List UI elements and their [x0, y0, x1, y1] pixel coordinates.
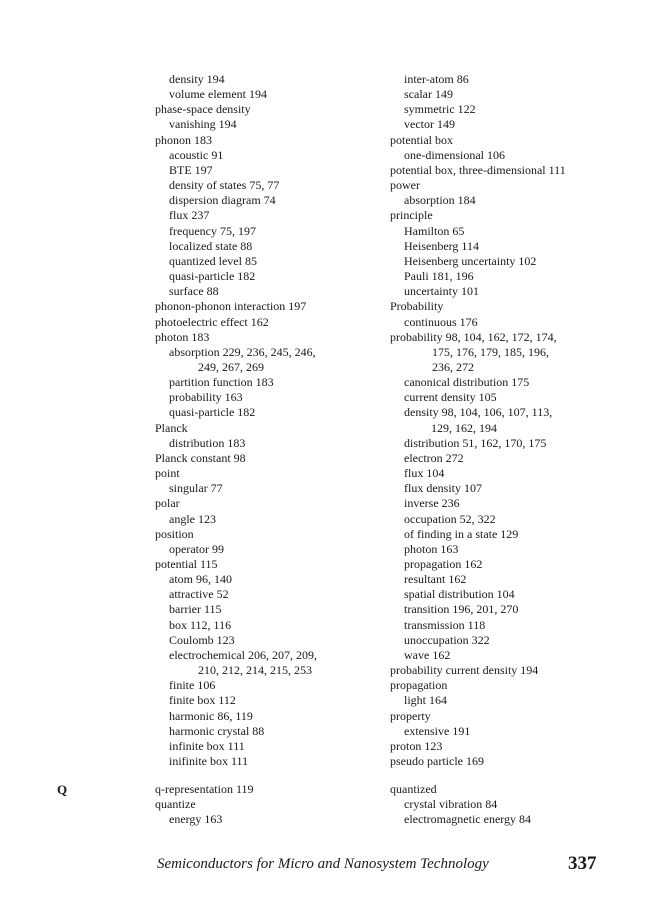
index-subentry: Coulomb 123 [169, 632, 235, 647]
index-subentry: transmission 118 [404, 617, 486, 632]
index-subentry: singular 77 [169, 481, 223, 496]
index-entry: photon 183 [155, 329, 210, 344]
index-subentry: inter-atom 86 [404, 72, 469, 86]
index-subentry: distribution 51, 162, 170, 175 [404, 435, 547, 450]
index-subentry: 249, 267, 269 [198, 359, 264, 374]
index-subentry: quantized level 85 [169, 253, 257, 268]
index-entry: q-representation 119 [155, 782, 254, 796]
index-subentry: barrier 115 [169, 602, 222, 617]
index-entry: Planck [155, 420, 188, 435]
index-entry: polar [155, 496, 180, 511]
page-number: 337 [568, 853, 597, 874]
index-entry: photoelectric effect 162 [155, 314, 269, 329]
index-subentry: harmonic crystal 88 [169, 723, 265, 738]
index-subentry: absorption 229, 236, 245, 246, [169, 344, 316, 359]
index-subentry: density 98, 104, 106, 107, 113, [404, 405, 553, 420]
index-subentry: electron 272 [404, 450, 464, 465]
index-subentry: crystal vibration 84 [404, 797, 498, 812]
index-entry: potential 115 [155, 557, 218, 571]
index-subentry: infinite box 111 [169, 738, 245, 753]
index-subentry: Hamilton 65 [404, 223, 465, 238]
section-letter: Q [57, 782, 68, 797]
index-entry: quantized [390, 782, 437, 796]
index-subentry: distribution 183 [169, 435, 246, 450]
index-subentry: surface 88 [169, 284, 219, 299]
index-column-right [390, 72, 630, 769]
index-subentry: vanishing 194 [169, 117, 237, 132]
index-entry: position [155, 526, 194, 541]
index-subentry: one-dimensional 106 [404, 147, 505, 162]
index-subentry: unoccupation 322 [404, 632, 490, 647]
index-entry: Probability [390, 299, 444, 314]
index-subentry: Pauli 181, 196 [404, 269, 474, 284]
footer-book-title: Semiconductors for Micro and Nanosystem Technology [157, 856, 489, 872]
index-subentry: occupation 52, 322 [404, 511, 496, 526]
index-subentry: Heisenberg uncertainty 102 [404, 253, 537, 268]
index-subentry: symmetric 122 [404, 102, 476, 117]
index-entry: principle [390, 208, 433, 223]
index-entry: propagation [390, 678, 448, 693]
index-entry: proton 123 [390, 738, 443, 753]
index-subentry: acoustic 91 [169, 147, 224, 162]
index-subentry: transition 196, 201, 270 [404, 602, 519, 617]
index-subentry: BTE 197 [169, 162, 213, 177]
index-entry: point [155, 466, 180, 481]
index-subentry: finite 106 [169, 678, 216, 693]
index-entry: Planck constant 98 [155, 450, 246, 465]
index-subentry: harmonic 86, 119 [169, 708, 253, 723]
index-subentry: electrochemical 206, 207, 209, [169, 647, 317, 662]
index-subentry: attractive 52 [169, 587, 229, 602]
index-subentry: localized state 88 [169, 238, 253, 253]
index-entry: phonon-phonon interaction 197 [155, 299, 307, 314]
index-subentry: wave 162 [404, 647, 451, 662]
index-entry: property [390, 708, 431, 723]
index-subentry: continuous 176 [404, 314, 478, 329]
index-subentry: box 112, 116 [169, 617, 232, 632]
index-subentry: flux density 107 [404, 481, 482, 496]
index-subentry: electromagnetic energy 84 [404, 812, 532, 827]
index-subentry: probability 163 [169, 390, 243, 405]
index-subentry: spatial distribution 104 [404, 587, 515, 602]
index-subentry: inverse 236 [404, 496, 460, 511]
index-subentry: dispersion diagram 74 [169, 193, 276, 208]
index-subentry: 210, 212, 214, 215, 253 [198, 663, 312, 678]
index-entry: probability 98, 104, 162, 172, 174, [390, 329, 557, 344]
index-entry: potential box [390, 132, 453, 147]
index-subentry: resultant 162 [404, 572, 467, 587]
index-subentry: 175, 176, 179, 185, 196, [432, 344, 549, 359]
index-subentry: light 164 [404, 693, 448, 708]
index-subentry: atom 96, 140 [169, 572, 232, 587]
index-subentry: uncertainty 101 [404, 284, 479, 299]
index-subentry: 236, 272 [432, 359, 474, 374]
index-subentry: canonical distribution 175 [404, 375, 530, 390]
index-entry: phase-space density [155, 102, 251, 117]
index-column-q-right [390, 782, 630, 827]
index-subentry: extensive 191 [404, 723, 471, 738]
index-subentry: absorption 184 [404, 193, 476, 208]
index-subentry: volume element 194 [169, 87, 267, 102]
index-subentry: finite box 112 [169, 693, 236, 708]
index-subentry: of finding in a state 129 [404, 526, 519, 541]
index-subentry: flux 104 [404, 466, 445, 481]
index-subentry: density 194 [169, 72, 225, 86]
index-subentry: quasi-particle 182 [169, 405, 256, 420]
index-subentry: quasi-particle 182 [169, 269, 256, 284]
index-entry: quantize [155, 797, 196, 812]
index-entry: probability current density 194 [390, 663, 539, 678]
index-subentry: 129, 162, 194 [431, 420, 497, 435]
index-column-left [155, 72, 375, 769]
index-entry: pseudo particle 169 [390, 754, 484, 769]
index-subentry: energy 163 [169, 812, 223, 827]
index-subentry: flux 237 [169, 208, 210, 223]
index-subentry: vector 149 [404, 117, 455, 132]
index-entry: potential box, three-dimensional 111 [390, 162, 566, 177]
index-subentry: frequency 75, 197 [169, 223, 256, 238]
index-entry: power [390, 178, 420, 193]
index-subentry: density of states 75, 77 [169, 178, 280, 193]
index-entry: phonon 183 [155, 132, 212, 147]
index-subentry: angle 123 [169, 511, 216, 526]
index-subentry: propagation 162 [404, 557, 483, 571]
index-subentry: partition function 183 [169, 375, 274, 390]
index-column-q-left [155, 782, 375, 827]
index-subentry: current density 105 [404, 390, 497, 405]
index-subentry: photon 163 [404, 541, 459, 556]
index-subentry: operator 99 [169, 541, 224, 556]
index-subentry: Heisenberg 114 [404, 238, 479, 253]
index-subentry: inifinite box 111 [169, 754, 249, 769]
index-subentry: scalar 149 [404, 87, 453, 102]
